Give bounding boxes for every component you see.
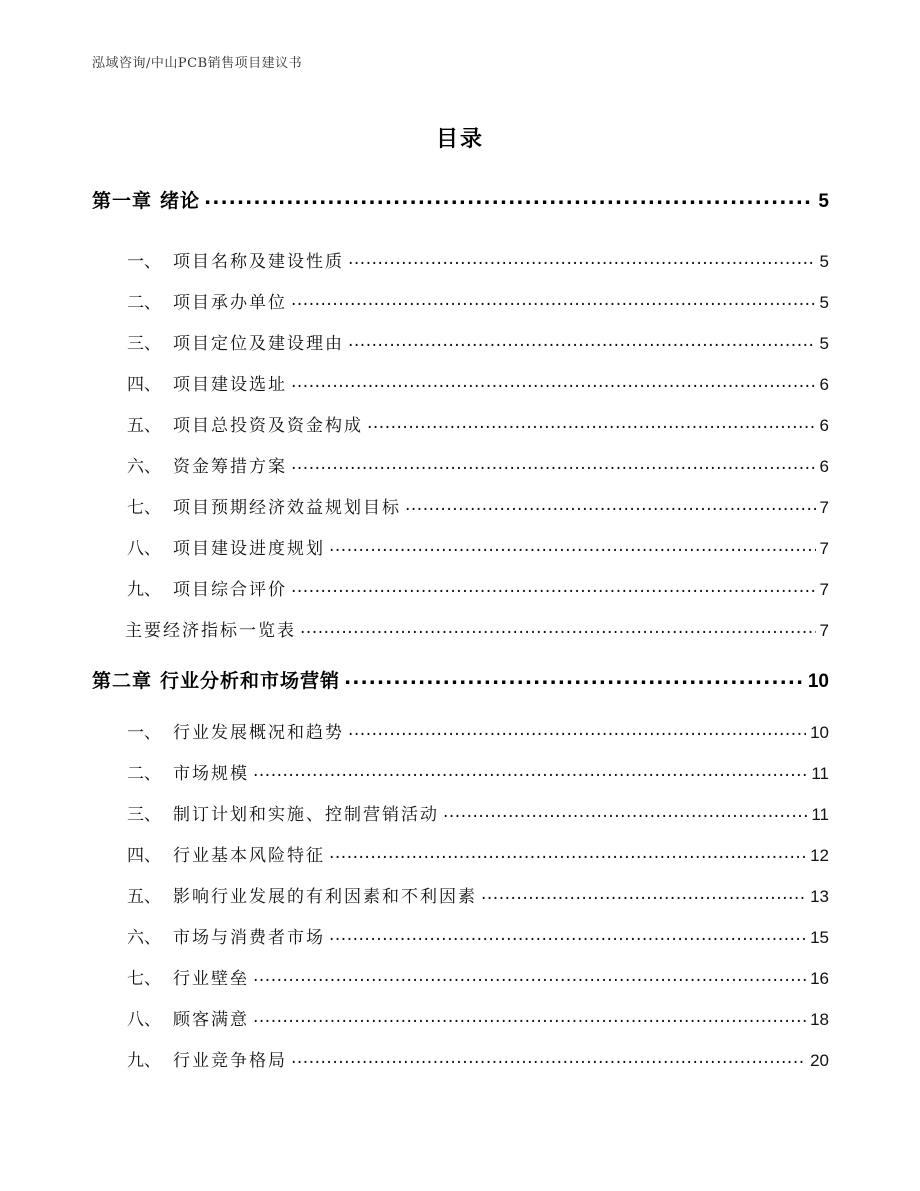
entry-title: 行业基本风险特征	[173, 846, 325, 866]
dot-leader	[367, 414, 816, 431]
page-number: 16	[810, 969, 829, 988]
dot-leader	[291, 291, 816, 308]
page-number: 7	[819, 498, 829, 517]
toc-entry[interactable]	[127, 534, 829, 559]
dot-leader	[348, 721, 806, 738]
dot-leader	[348, 332, 816, 349]
toc-entry[interactable]	[127, 882, 829, 907]
entry-number: 三、	[127, 334, 161, 354]
page-number: 5	[819, 252, 829, 271]
entry-title: 项目建设进度规划	[173, 539, 325, 559]
page-number: 13	[810, 887, 829, 906]
dot-leader	[253, 967, 806, 984]
entry-number: 三、	[127, 805, 161, 825]
toc-entry[interactable]	[127, 718, 829, 743]
toc-entry[interactable]	[127, 923, 829, 948]
dot-leader	[300, 619, 816, 636]
entry-title: 主要经济指标一览表	[125, 621, 296, 641]
toc-entry[interactable]	[127, 841, 829, 866]
toc-entry[interactable]	[127, 575, 829, 600]
entry-title: 项目预期经济效益规划目标	[173, 498, 401, 518]
entry-number: 六、	[127, 457, 161, 477]
dot-leader	[253, 1008, 806, 1025]
toc-chapter-2[interactable]	[92, 666, 829, 693]
entry-number: 八、	[127, 539, 161, 559]
toc-entry[interactable]	[125, 616, 829, 641]
entry-title: 市场与消费者市场	[173, 928, 325, 948]
toc-entry[interactable]	[127, 1005, 829, 1030]
entry-title: 行业竞争格局	[173, 1051, 287, 1071]
dot-leader	[329, 926, 806, 943]
dot-leader	[329, 537, 816, 554]
dot-leader	[481, 885, 806, 902]
toc-entry[interactable]	[127, 759, 829, 784]
page-number: 5	[819, 293, 829, 312]
page-number: 11	[811, 805, 829, 824]
page-number: 10	[807, 671, 829, 692]
entry-title: 资金筹措方案	[173, 457, 287, 477]
page-number: 20	[810, 1051, 829, 1070]
toc-entry[interactable]	[127, 288, 829, 313]
entry-title: 行业发展概况和趋势	[173, 723, 344, 743]
entry-number: 一、	[127, 252, 161, 272]
toc-chapter-1[interactable]	[92, 186, 829, 213]
toc-entry[interactable]	[127, 329, 829, 354]
dot-leader	[291, 455, 816, 472]
entry-number: 二、	[127, 764, 161, 784]
toc-entry[interactable]	[127, 800, 829, 825]
dot-leader	[291, 578, 816, 595]
toc-entry[interactable]	[127, 493, 829, 518]
entry-title: 项目综合评价	[173, 580, 287, 600]
entry-title: 制订计划和实施、控制营销活动	[173, 805, 439, 825]
page-number: 12	[810, 846, 829, 865]
entry-title: 项目承办单位	[173, 293, 287, 313]
chapter-number: 第二章	[92, 670, 153, 692]
dot-leader	[204, 188, 814, 207]
entry-number: 四、	[127, 846, 161, 866]
entry-number: 六、	[127, 928, 161, 948]
toc-entry[interactable]	[127, 370, 829, 395]
page-number: 6	[819, 375, 829, 394]
chapter-title: 绪论	[160, 190, 201, 212]
page-number: 7	[819, 539, 829, 558]
entry-title: 项目名称及建设性质	[173, 252, 344, 272]
dot-leader	[443, 803, 807, 820]
entry-number: 一、	[127, 723, 161, 743]
toc-entry[interactable]	[127, 411, 829, 436]
page-number: 18	[810, 1010, 829, 1029]
entry-title: 项目建设选址	[173, 375, 287, 395]
entry-title: 项目定位及建设理由	[173, 334, 344, 354]
entry-number: 二、	[127, 293, 161, 313]
toc-entry[interactable]	[127, 247, 829, 272]
chapter-number: 第一章	[92, 190, 153, 212]
dot-leader	[253, 762, 807, 779]
entry-number: 八、	[127, 1010, 161, 1030]
page-number: 6	[819, 457, 829, 476]
entry-number: 五、	[127, 416, 161, 436]
page-title: 目录	[435, 127, 484, 152]
dot-leader	[405, 496, 816, 513]
page-number: 6	[819, 416, 829, 435]
entry-title: 市场规模	[173, 764, 249, 784]
entry-number: 七、	[127, 498, 161, 518]
page-number: 7	[819, 621, 829, 640]
page-number: 7	[819, 580, 829, 599]
page-number: 10	[810, 723, 829, 742]
entry-number: 九、	[127, 580, 161, 600]
dot-leader	[291, 373, 816, 390]
entry-number: 四、	[127, 375, 161, 395]
page-number: 5	[818, 191, 829, 212]
toc-entry[interactable]	[127, 1046, 829, 1071]
toc-entry[interactable]	[127, 964, 829, 989]
entry-title: 顾客满意	[173, 1010, 249, 1030]
entry-title: 行业壁垒	[173, 969, 249, 989]
entry-title: 项目总投资及资金构成	[173, 416, 363, 436]
entry-number: 五、	[127, 887, 161, 907]
page-number: 11	[811, 764, 829, 783]
entry-number: 七、	[127, 969, 161, 989]
dot-leader	[329, 844, 806, 861]
page-number: 15	[810, 928, 829, 947]
dot-leader	[348, 250, 816, 267]
page-number: 5	[819, 334, 829, 353]
dot-leader	[344, 668, 804, 687]
chapter-title: 行业分析和市场营销	[160, 670, 341, 692]
dot-leader	[291, 1049, 806, 1066]
entry-number: 九、	[127, 1051, 161, 1071]
entry-title: 影响行业发展的有利因素和不利因素	[173, 887, 477, 907]
toc-entry[interactable]	[127, 452, 829, 477]
document-header: 泓域咨询/中山PCB销售项目建议书	[92, 56, 303, 71]
